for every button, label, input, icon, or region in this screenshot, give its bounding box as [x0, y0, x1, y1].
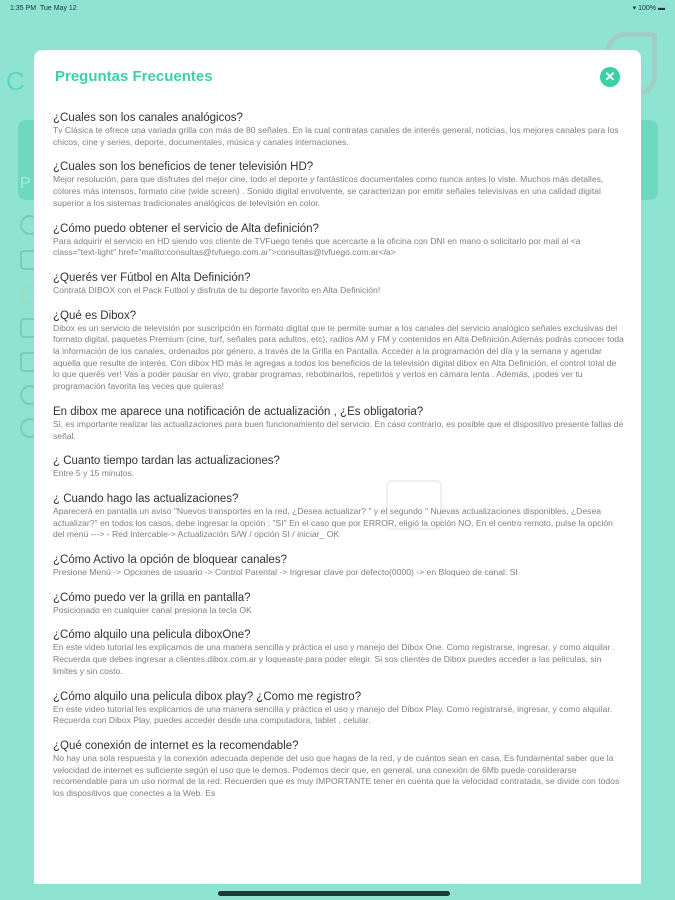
faq-item [53, 591, 625, 617]
faq-modal [34, 50, 641, 886]
faq-item [53, 271, 625, 297]
faq-item [53, 160, 625, 209]
faq-item [53, 492, 625, 541]
battery-icon: ▬ [658, 5, 665, 12]
faq-answer: Posicionado en cualquier canal presiona la tecla OK [53, 604, 252, 615]
status-date: Tue May 12 [39, 4, 77, 12]
faq-question: ¿ Cuando hago las actualizaciones? [53, 492, 239, 505]
wifi-icon: ▾ [632, 5, 637, 12]
faq-question: ¿Qué es Dibox? [53, 309, 137, 322]
faq-item [53, 111, 625, 148]
faq-answer: Si, es importante realizar las actualizaciones para buen funcionamiento del servicio. En caso contrario, es posible que el dispositivo presente fallas de señal. [53, 418, 624, 441]
background-title: C [6, 66, 25, 96]
faq-answer: En este video tutorial les explicamos de una manera sencilla y práctica el uso y manejo del Dibox One. Como registrarse, ingresar, y como alquilar . Recuerda que debes ingresar a clientes.dibox.com.ar y loqueaste para poder elegir. Si sos clientes de Dibox puedes acceder a las peliculas, sin limites y sin costo. [53, 642, 616, 676]
home-indicator[interactable] [218, 891, 450, 896]
faq-item [53, 553, 625, 579]
faq-item [53, 628, 625, 677]
faq-answer: No hay una sola respuesta y la conexión adecuada depende del uso que hagas de la red, y de cuántos sean en casa. Es fundamental saber que la velocidad de internet es suficiente según el uso que le demos. Podemos decir que, en general, una conexión de 6Mb puede considerarse recomendable para un uso normal de la red. Recuerden que es muy IMPORTANTE tener en cuenta que la velocidad contratada, se divide con todos los dispositivos que conectes a la Web. Es [53, 752, 620, 799]
faq-answer: Aparecerá en pantalla un aviso "Nuevos transportes en la red, ¿Desea actualizar? " y el segundo " Nuevas actualizaciones disponibles, ¿Desea actualizar?" en todos los casos, debe ingresar la opción : "SI" En el caso que por ERROR, eligió la opción NO, En el centro remoto, pulse la opción del menú ---> - Red Intercable-> Actualización S/W / opción SI / iniciar_ OK [53, 505, 613, 540]
faq-item [53, 454, 625, 480]
faq-question: ¿Querés ver Fútbol en Alta Definición? [53, 271, 251, 284]
faq-question: ¿Cómo puedo obtener el servicio de Alta definición? [53, 222, 319, 235]
battery-percent: 100% [638, 5, 657, 12]
faq-question: ¿Cómo alquilo una pelicula diboxOne? [53, 629, 251, 642]
faq-answer: Mejor resolución, para que disfrutes del mejor cine, todo el deporte y fantásticos documentales como nunca antes lo viste. Muchos más detalles, colores más intensos, formato cine (wide screen) . Sonido digital envolvente, se caracterizan por emitir señales televisivas en una calidad digital superior a los sistemas tradicionales analógicos de televisión en color. [53, 174, 604, 208]
faq-question: ¿Cómo alquilo una pelicula dibox play? ¿Como me registro? [53, 690, 362, 703]
faq-answer: En este video tutorial les explicamos de una manera sencilla y práctica el uso y manejo del Dibox Play. Como registrarse, ingresar, y como alquilar. Recuerda con Dibox Play, puedes acceder desde una computadora, tablet , celular. [53, 703, 613, 726]
background-card-text: P [20, 175, 31, 192]
faq-item [53, 309, 625, 393]
faq-answer: Entre 5 y 15 minutos. [53, 468, 135, 479]
faq-answer: Para adquirir el servicio en HD siendo vos cliente de TVFuego tenés que acercarte a la oficina con DNI en mano o solicitarlo por mail al <a class="text-light" href="mailto:consultas@tvfuego.com.ar">consultas@tvfuego.com.ar</a> [53, 235, 581, 258]
faq-question: ¿Cómo puedo ver la grilla en pantalla? [53, 591, 251, 604]
faq-question: ¿Cómo Activo la opción de bloquear canales? [53, 554, 287, 567]
close-icon: ✕ [604, 69, 616, 84]
faq-list[interactable] [53, 111, 625, 812]
faq-item [53, 739, 625, 800]
faq-question: ¿Qué conexión de internet es la recomendable? [53, 739, 299, 752]
faq-answer: Presione Menú -> Opciones de usuario -> Control Parental -> Ingresar clave por defecto(0000) -> en Bloqueo de canal: SI [53, 567, 518, 578]
close-button[interactable] [600, 67, 620, 87]
faq-question: ¿Cuales son los beneficios de tener televisión HD? [53, 161, 314, 174]
faq-answer: Dibox es un servicio de televisión por suscripción en formato digital que te permite sumar a los canales del servicio analógico señales exclusivas del formato digital, paquetes Premium (cine, turf, señales para adultos, etc), radios AM y FM y contenidos en Alta Definición.Además podrás conocer toda la información de los canales, ordenados por género, a través de la Grilla en Pantalla. Acceder a la programación del día y la semana y agendar aquella que resulte de interés. Con dibox HD más le agregas a todos los beneficios de la televisión digital dibox en Alta Definición, el control total de lo que querés ver! Vas a poder pausar en vivo, grabar programas, rebobinarlos, repetirlos y verlos en cámara lenta . Además, ¡podes ver tu programación favorita las veces que quieras! [53, 322, 624, 392]
faq-answer: Tv Clásica te ofrece una variada grilla con más de 80 señales. En la cual contratas canales de interés general, noticias, los mejores canales para los chicos, cine y series, deporte, documentales, música y canales internaciones. [53, 125, 619, 147]
status-time: 1:35 PM [10, 4, 37, 12]
faq-question: En dibox me aparece una notificación de actualización , ¿Es obligatoria? [53, 405, 424, 418]
status-bar [0, 0, 675, 16]
faq-question: ¿Cuales son los canales analógicos? [53, 112, 243, 124]
faq-question: ¿ Cuanto tiempo tardan las actualizaciones? [53, 455, 280, 468]
modal-title: Preguntas Frecuentes [55, 68, 213, 85]
faq-item [53, 690, 625, 727]
faq-item [53, 405, 625, 442]
faq-item [53, 222, 625, 259]
faq-answer: Contratá DIBOX con el Pack Futbol y disfruta de tu deporte favorito en Alta Definición! [53, 284, 381, 295]
